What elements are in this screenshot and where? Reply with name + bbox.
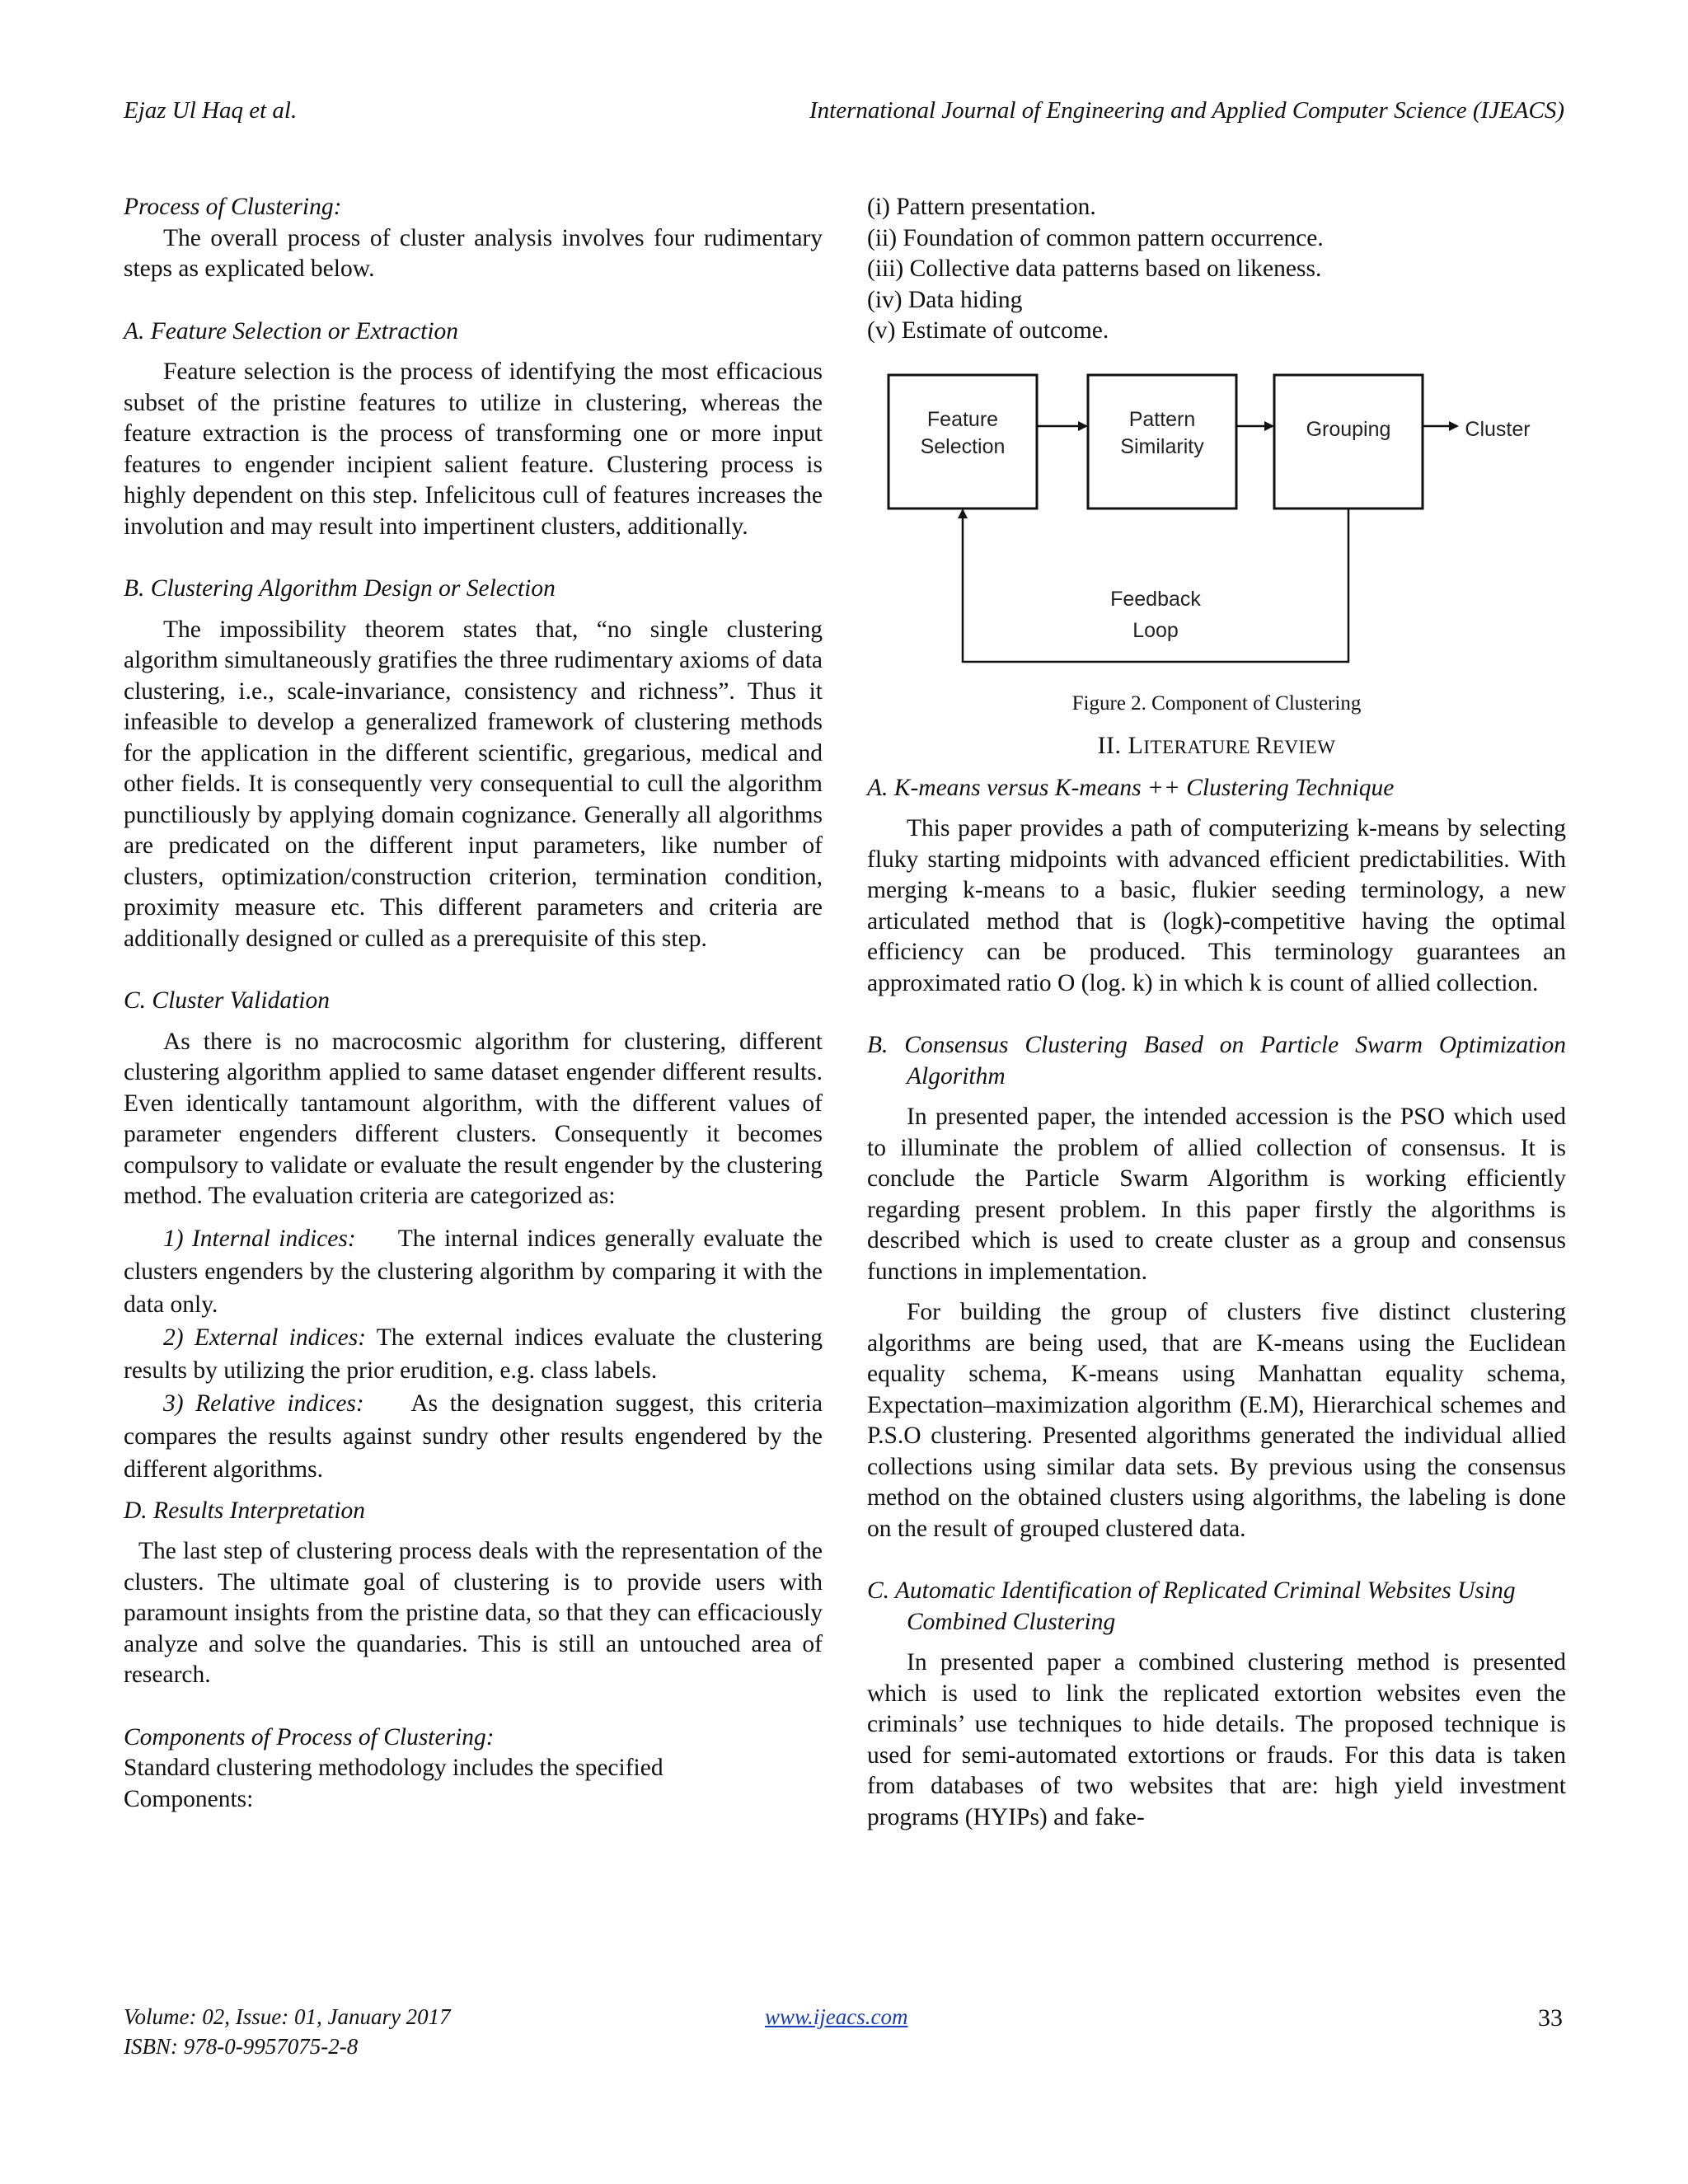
section-a-title: A. Feature Selection or Extraction [124, 317, 459, 344]
relative-indices-label: 3) Relative indices: [163, 1390, 364, 1417]
relative-indices-text: As the designation suggest, this criteria compares the results against sundry other results engendered by the different algorithms. [124, 1390, 823, 1483]
feedback-line2: Loop [1132, 618, 1179, 642]
review-a-title: A. K-means versus K-means ++ Clustering Technique [867, 774, 1395, 801]
box3-label: Grouping [1306, 417, 1391, 441]
components-text: Standard clustering methodology includes the specified Components: [124, 1755, 663, 1812]
lit-rest2: EVIEW [1272, 737, 1336, 757]
relative-indices [124, 1387, 823, 1486]
left-column [124, 192, 823, 1815]
internal-indices [124, 1222, 823, 1321]
internal-indices-text: The internal indices generally evaluate the clusters engenders by the clustering algorithm by comparing it with the data only. [124, 1225, 823, 1318]
review-c-text: In presented paper a combined clustering method is presented which is used to link the replicated extortion websites even the criminals’ use techniques to hide details. The proposed technique is used for semi-automated extortions or frauds. For this data is taken from databases of two websites that are: high yield investment programs (HYIPs) and fake- [867, 1649, 1566, 1830]
process-intro: The overall process of cluster analysis involves four rudimentary steps as explicated below. [124, 224, 823, 282]
footer-isbn: ISBN: 978-0-9957075-2-8 [124, 2034, 359, 2059]
list-item: (i) Pattern presentation. [867, 194, 1096, 220]
section-c-text: As there is no macrocosmic algorithm for clustering, different clustering algorithm applied to same dataset engender different results. Even identically tantamount algorithm, with the different values of parameter engenders different clusters. Consequently it becomes compulsory to validate or evaluate the result engender by the clustering method. The evaluation criteria are categorized as: [124, 1028, 823, 1209]
box2-line1: Pattern [1128, 407, 1196, 431]
page-number: 33 [1538, 2004, 1563, 2032]
review-c-title: C. Automatic Identification of Replicated Criminal Websites Using Combined Clustering [867, 1577, 1516, 1635]
right-column [867, 192, 1566, 1833]
section-a-text: Feature selection is the process of identifying the most efficacious subset of the pristine features to utilize in clustering, whereas the feature extraction is the process of transforming one or more input features to engender incipient salient feature. Clustering process is highly dependent on this step. Infelicitous cull of features increases the involution and may result into impertinent clusters, additionally. [124, 359, 823, 540]
running-header-journal: International Journal of Engineering and Applied Computer Science (IJEACS) [809, 97, 1564, 124]
list-item: (ii) Foundation of common pattern occurrence. [867, 224, 1324, 251]
review-b-text1: In presented paper, the intended accession is the PSO which used to illuminate the problem of allied collection of consensus. It is conclude the Particle Swarm Algorithm is working efficiently regarding present problem. In this paper firstly the algorithms is described which is used to create cluster as a group and consensus functions in implementation. [867, 1104, 1566, 1285]
review-b-title: B. Consensus Clustering Based on Particle Swarm Optimization Algorithm [867, 1032, 1566, 1090]
section-d-title: D. Results Interpretation [124, 1497, 366, 1524]
running-header-author: Ejaz Ul Haq et al. [124, 97, 298, 124]
list-item: (iii) Collective data patterns based on likeness. [867, 255, 1322, 282]
components-title: Components of Process of Clustering: [124, 1723, 495, 1750]
literature-review-heading [867, 730, 1566, 763]
footer-url-link[interactable]: www.ijeacs.com [765, 2004, 908, 2029]
box1-line1: Feature [926, 407, 999, 431]
list-item: (v) Estimate of outcome. [867, 317, 1109, 344]
review-b-text2: For building the group of clusters five distinct clustering algorithms are being used, that are K-means using the Euclidean equality schema, K-means using Manhattan equality schema, Expectation–maximization algorithm (E.M), Hierarchical schemes and P.S.O clustering. Presented algorithms generated the individual allied collections using similar data sets. By previous using the consensus method on the obtained clusters using algorithms, the labeling is done on the result of grouped clustered data. [867, 1299, 1566, 1542]
box1-line2: Selection [920, 434, 1006, 458]
list-item: (iv) Data hiding [867, 286, 1023, 313]
lit-rest1: ITERATURE [1143, 737, 1256, 757]
lit-R: R [1255, 732, 1273, 759]
clustering-diagram [867, 359, 1566, 688]
section-b-text: The impossibility theorem states that, “no single clustering algorithm simultaneously gratifies the three rudimentary axioms of data clustering, i.e., scale-invariance, consistency and richness”. Thus it infeasible to develop a generalized framework of clustering methods for the application in the different scientific, gregarious, medical and other fields. It is consequently very consequential to cull the algorithm punctiliously by applying domain cognizance. Generally all algorithms are predicated on the different input parameters, like number of clusters, optimization/construction criterion, termination condition, proximity measure etc. This different parameters and criteria are additionally designed or culled as a prerequisite of this step. [124, 616, 823, 952]
box2-line2: Similarity [1120, 434, 1204, 458]
cluster-output-label: Cluster [1465, 417, 1531, 441]
section-d-text: The last step of clustering process deals with the representation of the clusters. The ultimate goal of clustering is to provide users with paramount insights from the pristine data, so that they can efficaciously analyze and solve the quandaries. This is still an untouched area of research. [124, 1538, 823, 1688]
review-a-text: This paper provides a path of computerizing k-means by selecting fluky starting midpoints with advanced efficient predictabilities. With merging k-means to a basic, flukier seeding terminology, a new articulated method that is (logk)-competitive having the optimal efficiency can be produced. This terminology guarantees an approximated ratio O (log. k) in which k is count of allied collection. [867, 815, 1566, 996]
grouping-box [1274, 375, 1423, 509]
external-indices-text: The external indices evaluate the clustering results by utilizing the prior erudition, e.g. class labels. [124, 1324, 823, 1384]
component-list [867, 192, 1566, 347]
external-indices-label: 2) External indices: [163, 1324, 367, 1351]
footer-volume: Volume: 02, Issue: 01, January 2017 [124, 2004, 451, 2029]
section-c-title: C. Cluster Validation [124, 987, 330, 1014]
lit-L: L [1128, 732, 1144, 759]
figure-caption: Figure 2. Component of Clustering [1071, 691, 1362, 715]
section-b-title: B. Clustering Algorithm Design or Selection [124, 575, 556, 602]
process-title: Process of Clustering: [124, 194, 342, 220]
diagram-svg [867, 359, 1566, 688]
feedback-line1: Feedback [1110, 587, 1201, 611]
external-indices [124, 1321, 823, 1387]
lit-num: II. [1097, 732, 1122, 759]
internal-indices-label: 1) Internal indices: [163, 1225, 356, 1252]
